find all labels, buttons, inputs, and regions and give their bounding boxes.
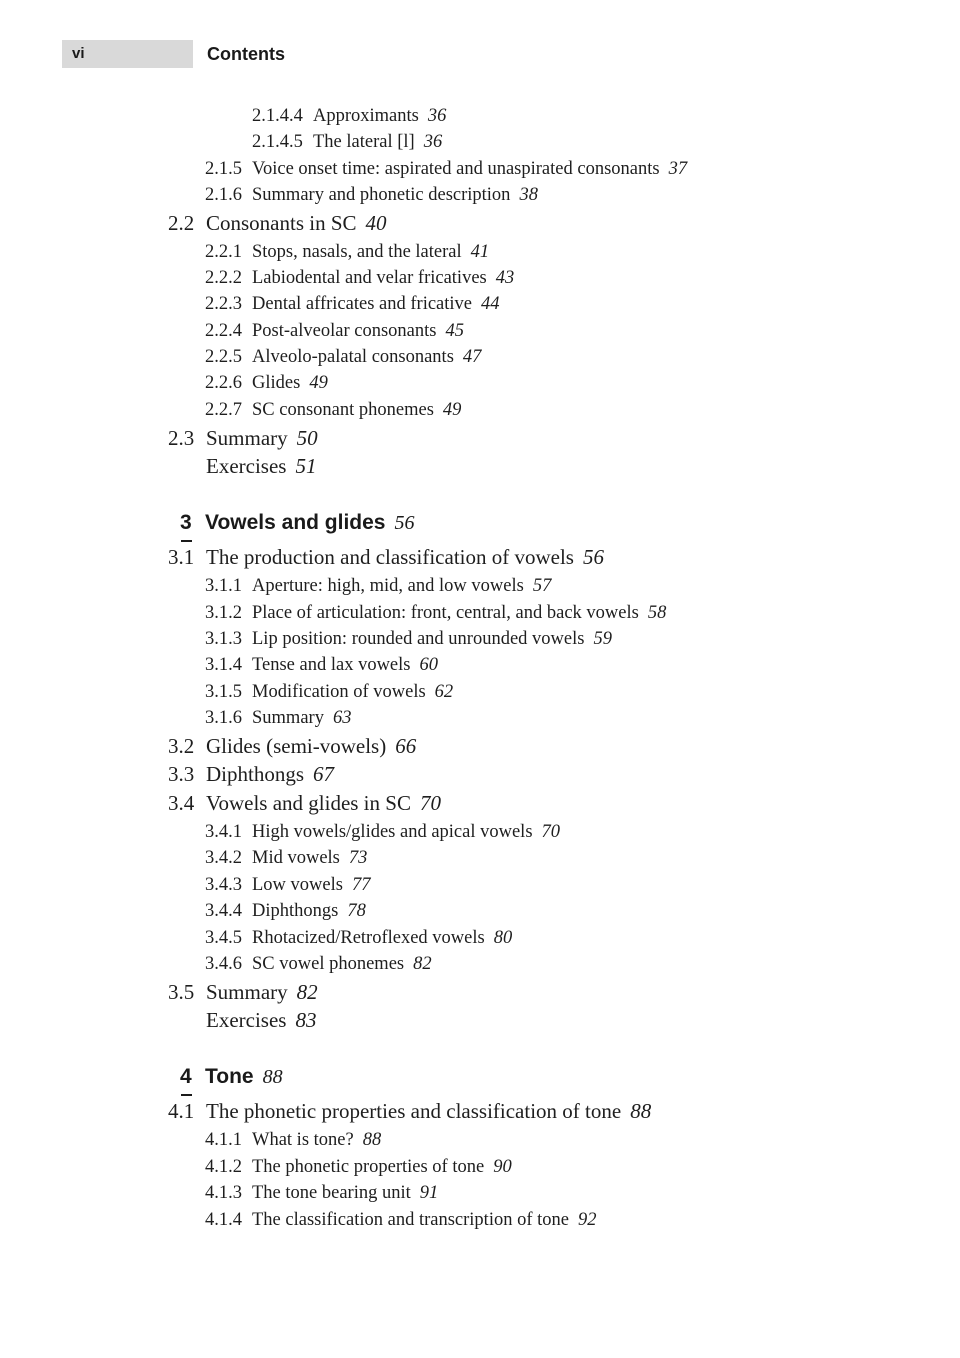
entry-title: The tone bearing unit	[252, 1183, 411, 1203]
entry-number: 2.3	[168, 426, 195, 450]
entry-page: 51	[295, 454, 317, 478]
entry-title: Aperture: high, mid, and low vowels	[252, 576, 524, 596]
entry-page: 36	[427, 106, 447, 126]
entry-title: The lateral [l]	[313, 132, 415, 152]
entry-title: SC vowel phonemes	[252, 954, 405, 974]
page-number: vi	[72, 45, 85, 62]
entry-number: 3.4.5	[205, 928, 242, 948]
entry-page: 92	[577, 1210, 597, 1230]
entry-title: Summary	[252, 708, 324, 728]
entry-title: Exercises	[206, 454, 287, 478]
entry-number: 3.4.3	[205, 875, 242, 895]
entry-number: 3.1.4	[205, 655, 242, 675]
entry-title: Vowels and glides in SC	[206, 791, 411, 815]
entry-number: 2.2.2	[205, 268, 242, 288]
entry-title: Stops, nasals, and the lateral	[252, 242, 462, 262]
entry-number: 3.4.2	[205, 848, 242, 868]
entry-number: 2.1.5	[205, 159, 242, 179]
entry-page: 88	[262, 1066, 283, 1088]
entry-page: 50	[296, 426, 318, 450]
entry-number: 2.2.1	[205, 242, 242, 262]
entry-number: 2.1.6	[205, 185, 242, 205]
entry-page: 82	[296, 980, 318, 1004]
entry-title: Alveolo-palatal consonants	[252, 347, 454, 367]
entry-title: Tense and lax vowels	[252, 655, 411, 675]
entry-number: 3.4.4	[205, 901, 242, 921]
chapter-title: Tone	[205, 1065, 254, 1088]
entry-number: 4.1.2	[205, 1157, 242, 1177]
entry-page: 45	[445, 321, 464, 341]
entry-title: What is tone?	[252, 1130, 354, 1150]
entry-title: Glides	[252, 373, 301, 393]
entry-title: Consonants in SC	[206, 211, 357, 235]
entry-page: 41	[470, 242, 490, 262]
entry-page: 37	[668, 159, 688, 179]
chapter-number: 4	[180, 1065, 192, 1088]
entry-title: Summary and phonetic description	[252, 185, 511, 205]
entry-number: 3.1.2	[205, 603, 242, 623]
entry-number: 3.1.1	[205, 576, 242, 596]
entry-title: Rhotacized/Retroflexed vowels	[252, 928, 485, 948]
entry-title: Modification of vowels	[252, 682, 426, 702]
entry-page: 58	[647, 603, 667, 623]
entry-title: Diphthongs	[252, 901, 339, 921]
chapter-number: 3	[180, 511, 192, 534]
entry-title: Post-alveolar consonants	[252, 321, 437, 341]
entry-page: 59	[593, 629, 612, 649]
entry-title: Dental affricates and fricative	[252, 294, 472, 314]
entry-number: 3.3	[168, 762, 195, 786]
entry-number: 4.1.4	[205, 1210, 242, 1230]
entry-page: 91	[419, 1183, 439, 1203]
entry-number: 3.1.3	[205, 629, 242, 649]
entry-page: 73	[348, 848, 368, 868]
entry-title: Approximants	[313, 106, 419, 126]
entry-page: 63	[332, 708, 352, 728]
chapter-number-underline	[181, 1094, 192, 1096]
entry-number: 4.1	[168, 1099, 195, 1123]
entry-title: High vowels/glides and apical vowels	[252, 822, 533, 842]
entry-number: 2.2.6	[205, 373, 242, 393]
entry-number: 3.4.6	[205, 954, 242, 974]
entry-number: 3.2	[168, 734, 195, 758]
running-head: Contents	[207, 44, 285, 64]
entry-page: 47	[462, 347, 482, 367]
entry-page: 77	[351, 875, 371, 895]
entry-number: 2.2	[168, 211, 195, 235]
entry-title: Diphthongs	[206, 762, 305, 786]
entry-page: 90	[493, 1157, 512, 1177]
entry-title: The phonetic properties and classification of tone	[206, 1099, 622, 1123]
entry-page: 62	[434, 682, 454, 702]
entry-page: 67	[313, 762, 335, 786]
entry-title: Voice onset time: aspirated and unaspirated consonants	[252, 159, 660, 179]
entry-page: 78	[347, 901, 366, 921]
entry-page: 43	[495, 268, 515, 288]
entry-title: Lip position: rounded and unrounded vowels	[252, 629, 585, 649]
entry-number: 3.1.5	[205, 682, 242, 702]
entry-title: Mid vowels	[252, 848, 340, 868]
entry-number: 4.1.1	[205, 1130, 242, 1150]
chapter-title: Vowels and glides	[205, 511, 386, 534]
entry-page: 56	[394, 512, 415, 534]
entry-page: 38	[519, 185, 538, 205]
chapter-number-underline	[181, 540, 192, 542]
entry-title: SC consonant phonemes	[252, 400, 434, 420]
entry-page: 88	[630, 1099, 652, 1123]
entry-page: 80	[493, 928, 513, 948]
entry-page: 49	[309, 373, 328, 393]
entry-title: The classification and transcription of tone	[252, 1210, 569, 1230]
entry-number: 2.2.3	[205, 294, 242, 314]
entry-number: 2.1.4.5	[252, 132, 303, 152]
entry-page: 56	[582, 545, 604, 569]
entry-title: Summary	[206, 980, 288, 1004]
entry-title: The phonetic properties of tone	[252, 1157, 485, 1177]
entry-number: 3.4.1	[205, 822, 242, 842]
entry-page: 66	[395, 734, 417, 758]
entry-title: Place of articulation: front, central, and back vowels	[252, 603, 639, 623]
entry-page: 57	[532, 576, 552, 596]
entry-number: 3.4	[168, 791, 195, 815]
entry-title: Glides (semi-vowels)	[206, 734, 387, 758]
entry-number: 2.1.4.4	[252, 106, 303, 126]
page-header	[0, 0, 960, 80]
entry-page: 88	[362, 1130, 382, 1150]
entry-page: 60	[419, 655, 438, 675]
entry-title: Low vowels	[252, 875, 343, 895]
entry-title: Exercises	[206, 1008, 287, 1032]
entry-title: The production and classification of vowels	[206, 545, 574, 569]
entry-title: Labiodental and velar fricatives	[252, 268, 487, 288]
entry-page: 49	[442, 400, 462, 420]
entry-number: 2.2.5	[205, 347, 242, 367]
entry-number: 3.5	[168, 980, 195, 1004]
entry-page: 36	[423, 132, 443, 152]
entry-number: 4.1.3	[205, 1183, 242, 1203]
entry-number: 3.1	[168, 545, 195, 569]
entry-page: 82	[413, 954, 432, 974]
entry-page: 70	[541, 822, 561, 842]
entry-number: 3.1.6	[205, 708, 242, 728]
entry-number: 2.2.4	[205, 321, 242, 341]
entry-title: Summary	[206, 426, 288, 450]
entry-page: 83	[295, 1008, 317, 1032]
entry-page: 40	[365, 211, 387, 235]
entry-page: 70	[419, 791, 441, 815]
entry-page: 44	[481, 294, 500, 314]
entry-number: 2.2.7	[205, 400, 242, 420]
